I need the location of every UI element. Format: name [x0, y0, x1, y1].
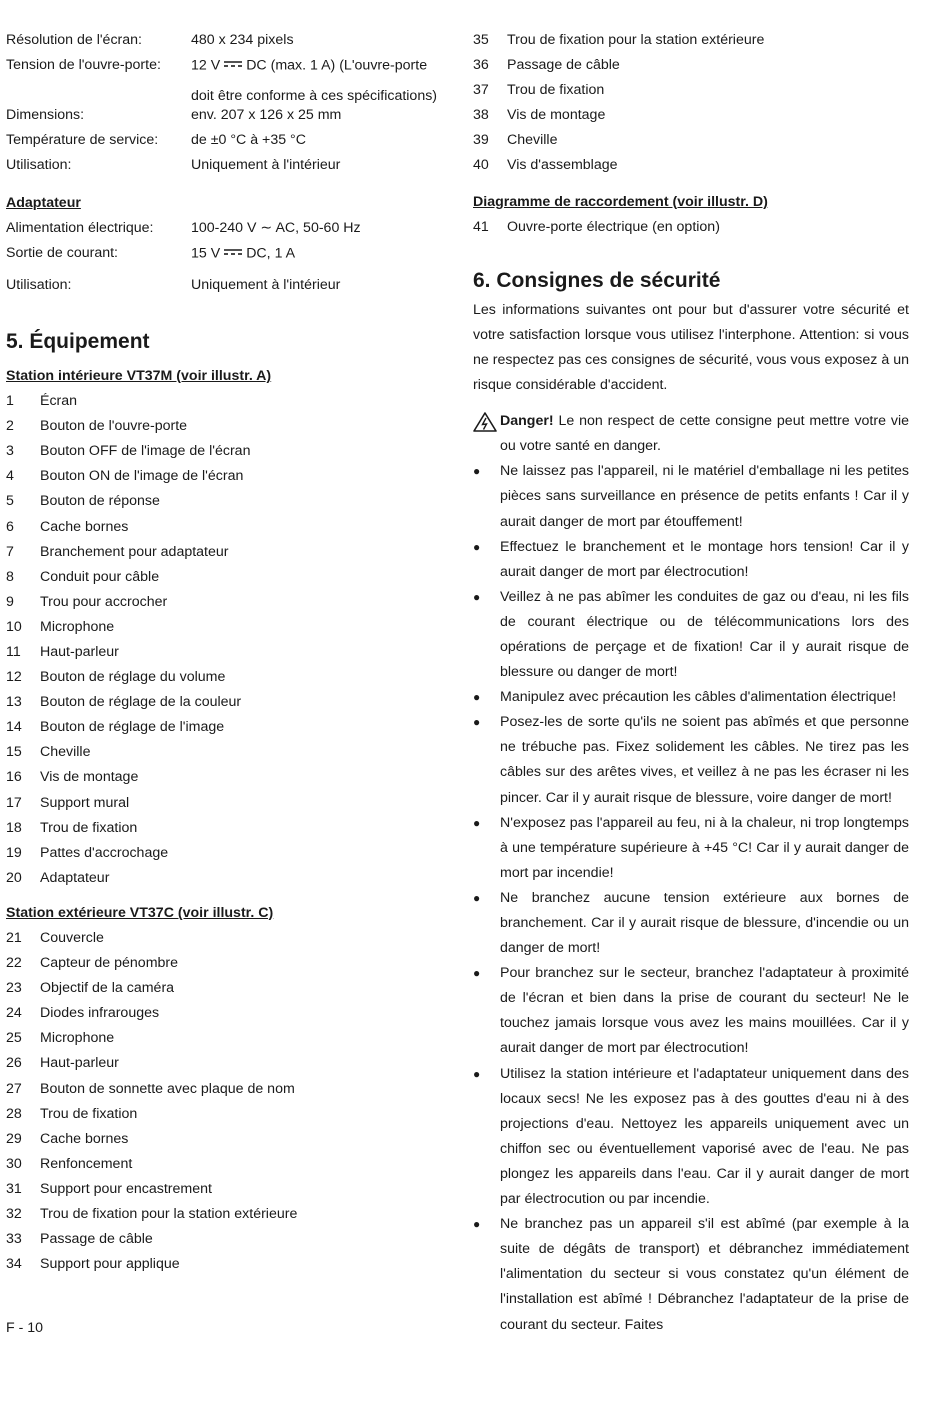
item-text: Bouton ON de l'image de l'écran: [40, 468, 244, 485]
list-item: [6, 866, 444, 891]
item-number: 5: [6, 493, 14, 510]
list-item: [6, 414, 444, 439]
spec-row: [6, 103, 444, 128]
item-text: Trou de fixation: [40, 1105, 138, 1122]
spec-label: Dimensions:: [6, 107, 85, 124]
adapter-value-post: DC, 1 A: [246, 245, 296, 262]
item-number: 11: [6, 643, 21, 660]
item-number: 21: [6, 930, 22, 946]
outdoor-parts-list: [6, 926, 444, 1277]
item-number: 27: [6, 1080, 22, 1097]
item-number: 26: [6, 1055, 22, 1072]
item-number: 25: [6, 1030, 22, 1047]
item-text: Capteur de pénombre: [40, 955, 179, 972]
bullet-text: N'exposez pas l'appareil au feu, ni à la chaleur, ni trop longtemps à une température supérieure à +45 °C! Car il y aurait danger de mort par incendie!: [500, 814, 909, 881]
item-text: Trou de fixation pour la station extérieure: [40, 1206, 298, 1223]
item-text: Renfoncement: [40, 1155, 133, 1172]
safety-bullet: [473, 1062, 909, 1213]
item-text: Couvercle: [40, 930, 104, 946]
bullet-text: Ne branchez pas un appareil s'il est abîmé (par exemple à la suite de dégâts de transport) et débranchez immédiatement l'alimentation du secteur si vous constatez qu'un élément de l'installation est abîmé ! Débranchez l'adaptateur de la prise de courant du secteur. Faites: [500, 1216, 909, 1333]
list-item: [6, 1202, 444, 1227]
item-number: 29: [6, 1130, 22, 1147]
item-text: Écran: [40, 393, 78, 410]
list-item: [6, 951, 444, 976]
safety-bullet: [473, 685, 909, 710]
list-item: [473, 53, 909, 78]
item-number: 6: [6, 518, 14, 535]
item-text: Microphone: [40, 618, 115, 635]
item-text: Passage de câble: [507, 57, 620, 74]
item-number: 7: [6, 543, 14, 560]
item-number: 36: [473, 57, 489, 74]
bullet-icon: ●: [473, 966, 481, 981]
bullet-text: Manipulez avec précaution les câbles d'alimentation électrique!: [500, 689, 897, 706]
list-item: [6, 464, 444, 489]
item-text: Cheville: [40, 744, 91, 761]
list-item: [6, 1177, 444, 1202]
safety-bullet: [473, 535, 909, 585]
safety-bullet: [473, 811, 909, 886]
item-text: Passage de câble: [40, 1231, 153, 1248]
item-text: Cheville: [507, 132, 558, 149]
spec-value: env. 207 x 126 x 25 mm: [191, 107, 342, 124]
outdoor-station-title: Station extérieure VT37C (voir illustr. C): [6, 904, 274, 921]
list-item: [6, 715, 444, 740]
item-text: Ouvre-porte électrique (en option): [507, 218, 720, 235]
safety-bullet: [473, 459, 909, 534]
item-number: 17: [6, 794, 22, 811]
spec-value-cont: doit être conforme à ces spécifications): [191, 88, 438, 105]
list-item: [6, 540, 444, 565]
adapter-value-pre: 15 V: [191, 245, 221, 262]
spec-label: Résolution de l'écran:: [6, 32, 142, 48]
bullet-text: Veillez à ne pas abîmer les conduites de gaz ou d'eau, ni les fils de courant électrique ou de télécommunications lors des opérations de perçage et de fixation! Car il y aurait risque de blessure ou danger de mort!: [500, 588, 909, 681]
list-item: [6, 976, 444, 1001]
list-item: [6, 740, 444, 765]
item-text: Vis d'assemblage: [507, 157, 618, 174]
list-item: [6, 1026, 444, 1051]
diagram-parts-list: [473, 215, 909, 240]
list-item: [6, 1077, 444, 1102]
item-number: 30: [6, 1155, 22, 1172]
spec-label: Utilisation:: [6, 157, 72, 174]
spec-row: [6, 128, 444, 153]
list-item: [6, 389, 444, 414]
spec-label: Tension de l'ouvre-porte:: [6, 57, 161, 74]
item-number: 15: [6, 744, 22, 761]
item-number: 8: [6, 568, 14, 585]
item-number: 40: [473, 157, 489, 174]
indoor-parts-list: [6, 389, 444, 891]
adapter-value: 100-240 V ∼ AC, 50-60 Hz: [191, 219, 361, 236]
bullet-icon: ●: [473, 539, 481, 554]
item-text: Cache bornes: [40, 1130, 129, 1147]
danger-label: Danger!: [500, 413, 554, 430]
safety-bullet: [473, 1212, 909, 1337]
item-number: 39: [473, 132, 489, 149]
spec-value: de ±0 °C à +35 °C: [191, 132, 306, 149]
list-item: [6, 439, 444, 464]
dc-symbol-icon: [222, 241, 244, 266]
safety-intro: Les informations suivantes ont pour but d'assurer votre sécurité et votre satisfaction lorsque vous utilisez l'interphone. Attention: si vous ne respectez pas ces consignes de sécurité, vous vous exposez à un risque considérable d'accident.: [473, 301, 909, 394]
list-item: [473, 215, 909, 240]
list-item: [6, 489, 444, 514]
item-number: 19: [6, 844, 22, 861]
list-item: [473, 28, 909, 53]
adapter-label: Sortie de courant:: [6, 244, 118, 261]
item-text: Branchement pour adaptateur: [40, 543, 229, 560]
list-item: [6, 765, 444, 790]
list-item: [6, 615, 444, 640]
item-number: 13: [6, 694, 22, 711]
item-text: Haut-parleur: [40, 1055, 119, 1072]
list-item: [6, 926, 444, 951]
adapter-value: [191, 241, 444, 266]
item-text: Pattes d'accrochage: [40, 844, 169, 861]
bullet-text: Effectuez le branchement et le montage hors tension! Car il y aurait danger de mort par électrocution!: [500, 538, 909, 580]
item-number: 24: [6, 1005, 22, 1022]
adapter-row: [6, 273, 444, 298]
item-number: 14: [6, 719, 22, 736]
spec-row: [6, 153, 444, 178]
list-item: [6, 791, 444, 816]
bullet-icon: ●: [473, 815, 481, 830]
bullet-text: Posez-les de sorte qu'ils ne soient pas abîmés et que personne ne trébuche pas. Fixez solidement les câbles. Ne tirez pas les câbles sur des arêtes vives, et veillez à ne pas les écraser ni les pincer. Car il y aurait risque de blessure, voire danger de mort!: [500, 714, 909, 806]
spec-row: [6, 28, 444, 53]
page-number: F - 10: [6, 1320, 44, 1336]
spec-value: Uniquement à l'intérieur: [191, 157, 341, 174]
item-text: Trou de fixation: [40, 819, 138, 836]
item-number: 18: [6, 819, 22, 836]
safety-bullet: [473, 886, 909, 961]
danger-text: Le non respect de cette consigne peut mettre votre vie ou votre santé en danger.: [500, 413, 909, 455]
item-number: 35: [473, 32, 489, 48]
diagram-title: Diagramme de raccordement (voir illustr. D): [473, 193, 768, 210]
item-text: Bouton OFF de l'image de l'écran: [40, 443, 251, 460]
item-number: 1: [6, 393, 14, 410]
item-number: 3: [6, 443, 14, 460]
bullet-text: Ne branchez aucune tension extérieure aux bornes de branchement. Car il y aurait risque de blessure, d'incendie ou un danger de mort!: [500, 889, 909, 957]
item-text: Trou pour accrocher: [40, 593, 168, 610]
adapter-label: Alimentation électrique:: [6, 219, 154, 236]
list-item: [6, 590, 444, 615]
item-text: Bouton de réglage de la couleur: [40, 694, 242, 711]
right-column: [473, 28, 909, 1338]
indoor-station-title: Station intérieure VT37M (voir illustr. A): [6, 367, 272, 384]
list-item: [6, 690, 444, 715]
left-column: [6, 28, 444, 1277]
list-item: [6, 565, 444, 590]
spec-value: 480 x 234 pixels: [191, 32, 294, 48]
item-text: Bouton de l'ouvre-porte: [40, 418, 188, 435]
item-text: Adaptateur: [40, 869, 110, 886]
dc-symbol-icon: [222, 53, 244, 78]
spec-value-post: DC (max. 1 A) (L'ouvre-porte: [246, 57, 428, 74]
bullet-text: Ne laissez pas l'appareil, ni le matériel d'emballage ni les petites pièces sans surveillance en présence de petits enfants ! Car il y aurait danger de mort par étouffement!: [500, 463, 909, 530]
bullet-icon: ●: [473, 690, 481, 705]
list-item: [6, 1227, 444, 1252]
item-text: Trou de fixation: [507, 82, 605, 99]
adapter-row: [6, 241, 444, 266]
item-number: 4: [6, 468, 14, 485]
item-text: Cache bornes: [40, 518, 129, 535]
bullet-icon: ●: [473, 589, 481, 604]
item-text: Diodes infrarouges: [40, 1005, 160, 1022]
list-item: [6, 841, 444, 866]
spec-value-pre: 12 V: [191, 57, 221, 74]
item-number: 37: [473, 82, 489, 99]
item-number: 32: [6, 1206, 22, 1223]
item-text: Vis de montage: [507, 107, 606, 124]
item-text: Objectif de la caméra: [40, 980, 175, 997]
item-number: 33: [6, 1231, 22, 1248]
item-number: 12: [6, 669, 22, 686]
item-text: Bouton de réglage du volume: [40, 669, 226, 686]
item-number: 23: [6, 980, 22, 997]
list-item: [473, 78, 909, 103]
adapter-title: Adaptateur: [6, 194, 81, 211]
bullet-icon: ●: [473, 464, 481, 479]
bullet-icon: ●: [473, 1217, 481, 1232]
item-number: 16: [6, 769, 22, 786]
bullet-icon: ●: [473, 1066, 481, 1081]
safety-bullet: [473, 710, 909, 810]
item-number: 20: [6, 869, 22, 886]
spec-value: [191, 53, 444, 78]
bullet-text: Pour branchez sur le secteur, branchez l'adaptateur à proximité de l'écran et bien dans la prise de courant du secteur! Ne le touchez jamais lorsque vous avez les mains mouillées. Car il y aurait danger de mort par électrocution!: [500, 965, 909, 1057]
item-text: Support pour applique: [40, 1256, 180, 1273]
item-number: 22: [6, 955, 22, 972]
item-number: 2: [6, 418, 14, 435]
adapter-value: Uniquement à l'intérieur: [191, 276, 341, 293]
list-item: [473, 153, 909, 178]
bullet-icon: ●: [473, 890, 481, 905]
adapter-label: Utilisation:: [6, 276, 72, 293]
outdoor-parts-list-continued: [473, 28, 909, 179]
list-item: [6, 515, 444, 540]
item-text: Support mural: [40, 794, 130, 811]
warning-icon: [473, 409, 500, 459]
list-item: [6, 1051, 444, 1076]
item-text: Bouton de réglage de l'image: [40, 719, 225, 736]
item-number: 41: [473, 218, 489, 235]
list-item: [6, 665, 444, 690]
item-text: Trou de fixation pour la station extérieure: [507, 32, 765, 48]
item-text: Microphone: [40, 1030, 115, 1047]
list-item: [6, 1001, 444, 1026]
list-item: [6, 1127, 444, 1152]
list-item: [6, 816, 444, 841]
list-item: [6, 640, 444, 665]
item-number: 9: [6, 593, 14, 610]
item-number: 38: [473, 107, 489, 124]
spec-row: [6, 53, 444, 78]
item-text: Bouton de réponse: [40, 493, 160, 510]
item-text: Haut-parleur: [40, 643, 119, 660]
spec-label: Température de service:: [6, 132, 159, 149]
safety-bullet: [473, 585, 909, 685]
item-text: Bouton de sonnette avec plaque de nom: [40, 1080, 295, 1097]
safety-bullet: [473, 961, 909, 1061]
item-text: Vis de montage: [40, 769, 139, 786]
item-number: 28: [6, 1105, 22, 1122]
list-item: [473, 128, 909, 153]
section-6-title: 6. Consignes de sécurité: [473, 268, 721, 292]
danger-note: [473, 409, 909, 459]
item-number: 10: [6, 618, 22, 635]
list-item: [6, 1152, 444, 1177]
item-text: Support pour encastrement: [40, 1180, 212, 1197]
list-item: [473, 103, 909, 128]
adapter-block: [6, 191, 444, 298]
list-item: [6, 1102, 444, 1127]
list-item: [6, 1252, 444, 1277]
adapter-row: [6, 216, 444, 241]
bullet-text: Utilisez la station intérieure et l'adaptateur uniquement dans des locaux secs! Ne les exposez pas à des gouttes d'eau ni à des projections d'eau. Nettoyez les appareils uniquement avec un chiffon sec ou éventuellement vaporisé avec de l'eau. Ne pas plongez les appareils dans l'eau. Car il y aurait danger de mort par électrocution ou par incendie.: [500, 1065, 909, 1208]
safety-bullet-list: [473, 459, 909, 1337]
specs-block: [6, 28, 444, 179]
bullet-icon: ●: [473, 715, 481, 730]
item-number: 34: [6, 1256, 22, 1273]
section-5-title: 5. Équipement: [6, 329, 150, 353]
item-number: 31: [6, 1180, 22, 1197]
item-text: Conduit pour câble: [40, 568, 160, 585]
